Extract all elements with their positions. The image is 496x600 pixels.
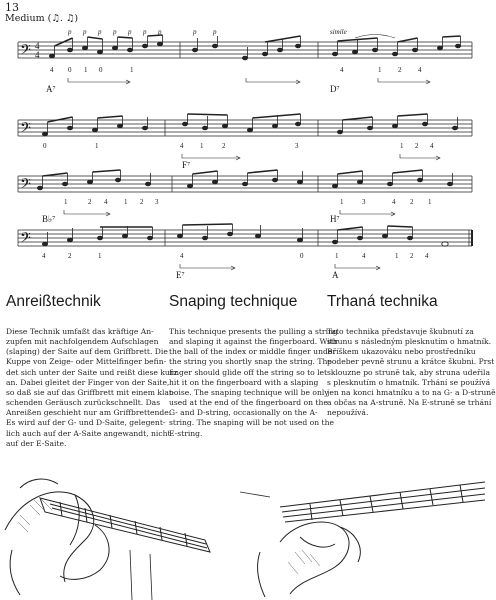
svg-text:2: 2: [415, 142, 419, 150]
svg-text:2: 2: [140, 198, 144, 206]
svg-text:1: 1: [124, 198, 128, 206]
hand-illustration-right: [240, 472, 488, 600]
page-number: 13: [5, 1, 19, 14]
heading-german: Anreißtechnik: [6, 293, 101, 310]
chord-symbol: F⁷: [182, 160, 191, 170]
svg-text:4: 4: [340, 66, 344, 74]
svg-text:1: 1: [84, 66, 88, 74]
svg-text:p: p: [128, 28, 132, 36]
heading-czech: Trhaná technika: [327, 293, 438, 310]
paragraph-german: Diese Technik umfaßt das kräftige An- zupfen mit nachfolgendem Aufschlagen (slaping) der Saite auf dem Griffbrett. Die Kuppe von Zeige- oder Mittelfinger befin- det sich unter der Saite und reißt diese kurz an. Dabei gleitet der Finger von der Saite, so daß sie auf das Griffbrett mit einem klat- schenden Geräusch zurückschnellt. Das Anreißen geschieht nur am Griffbrettende. Es wird auf der G- und D-Saite, gelegent- lich auch auf der A-Saite angewandt, nicht auf der E-Saite.: [6, 327, 178, 448]
paragraph-czech: Tato technika představuje škubnutí za strunu s následným plesknutím o hmatník. Bříškem ukazováku nebo prostředníku podeber pevně strunu a krátce škubni. Prst sklouzne po struně tak, aby struna udeřila s plesknutím o hmatník. Trhání se používá jen na konci hmatníku a to na G- a D-struně a občas na A-struně. Na E-struně se trhání nepoužívá.: [327, 327, 496, 418]
svg-text:4: 4: [430, 142, 434, 150]
hand-illustration-left: [0, 470, 225, 600]
music-staff-1: [0, 28, 488, 113]
svg-text:1: 1: [428, 198, 432, 206]
svg-text:4: 4: [418, 66, 422, 74]
bass-clef-icon: 𝄢: [20, 42, 31, 61]
svg-text:4: 4: [50, 66, 54, 74]
svg-text:p: p: [213, 28, 217, 36]
svg-text:1: 1: [395, 252, 399, 260]
paragraph-english: This technique presents the pulling a string and slaping it against the fingerboard. With the ball of the index or middle finger under the string you shortly snap the string. The finger should glide off the string so to let hit it on the fingerboard with a slaping noise. The snaping technique will be only used at the end of the fingerboard on the G- and D-string, occasionally on the A- string. The snaping will be not used on the E-string.: [169, 327, 338, 438]
svg-text:3: 3: [362, 198, 366, 206]
svg-text:1: 1: [64, 198, 68, 206]
svg-text:simile: simile: [330, 28, 347, 36]
svg-text:2: 2: [398, 66, 402, 74]
svg-text:4: 4: [362, 252, 366, 260]
chord-symbol: A: [332, 270, 339, 280]
svg-text:p: p: [68, 28, 72, 36]
svg-text:0: 0: [300, 252, 304, 260]
bass-clef-icon: 𝄢: [20, 230, 31, 249]
svg-text:4: 4: [180, 252, 184, 260]
tempo-marking: Medium (♫. ♫): [5, 13, 79, 24]
svg-text:1: 1: [378, 66, 382, 74]
svg-text:0: 0: [68, 66, 72, 74]
svg-text:4: 4: [35, 50, 40, 60]
svg-text:2: 2: [68, 252, 72, 260]
chord-symbol: D⁷: [330, 84, 340, 94]
chord-symbol: A⁷: [46, 84, 56, 94]
svg-text:1: 1: [95, 142, 99, 150]
svg-text:0: 0: [99, 66, 103, 74]
music-staff-4: [0, 222, 488, 282]
svg-text:3: 3: [295, 142, 299, 150]
svg-text:p: p: [193, 28, 197, 36]
svg-text:3: 3: [155, 198, 159, 206]
svg-text:1: 1: [200, 142, 204, 150]
svg-text:2: 2: [88, 198, 92, 206]
svg-text:1: 1: [98, 252, 102, 260]
chord-symbol: B♭⁷: [42, 214, 56, 224]
svg-text:2: 2: [222, 142, 226, 150]
svg-text:1: 1: [335, 252, 339, 260]
svg-text:4: 4: [392, 198, 396, 206]
svg-text:p: p: [143, 28, 147, 36]
svg-text:p: p: [113, 28, 117, 36]
bass-clef-icon: 𝄢: [20, 176, 31, 195]
svg-text:1: 1: [400, 142, 404, 150]
svg-text:p: p: [158, 28, 162, 36]
chord-symbol: E⁷: [176, 270, 185, 280]
svg-text:4: 4: [425, 252, 429, 260]
svg-text:4: 4: [42, 252, 46, 260]
svg-text:2: 2: [410, 198, 414, 206]
heading-english: Snaping technique: [169, 293, 298, 310]
svg-text:1: 1: [130, 66, 134, 74]
music-staff-3: [0, 168, 488, 224]
svg-text:0: 0: [43, 142, 47, 150]
svg-text:4: 4: [104, 198, 108, 206]
chord-symbol: H⁷: [330, 214, 340, 224]
svg-text:p: p: [98, 28, 102, 36]
music-staff-2: [0, 112, 488, 172]
svg-text:4: 4: [180, 142, 184, 150]
svg-text:4: 4: [35, 41, 40, 51]
svg-text:p: p: [83, 28, 87, 36]
svg-text:2: 2: [410, 252, 414, 260]
svg-text:1: 1: [340, 198, 344, 206]
bass-clef-icon: 𝄢: [20, 120, 31, 139]
